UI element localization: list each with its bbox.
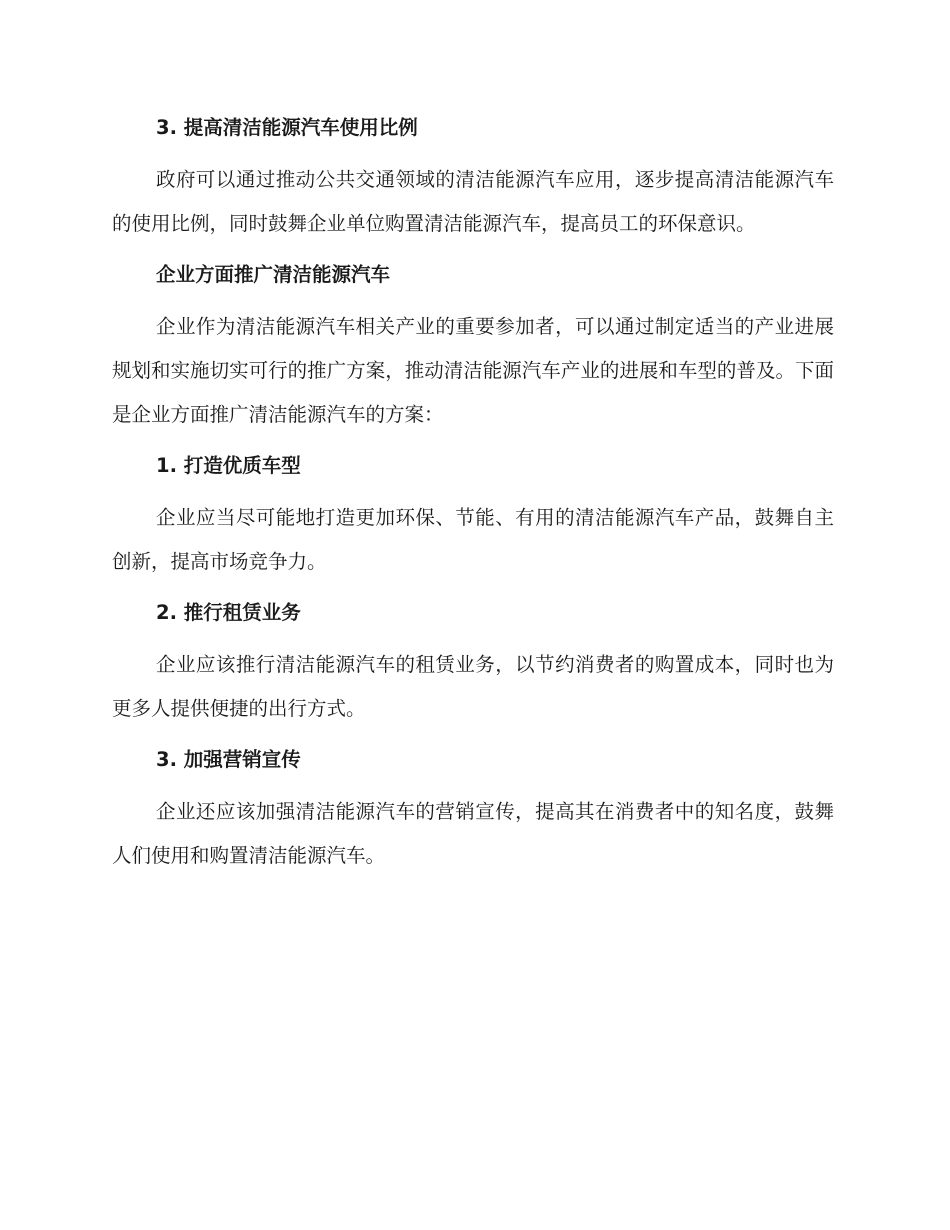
section-heading-leasing: 2. 推行租赁业务 [156, 601, 301, 624]
section-paragraph-marketing: 企业还应该加强清洁能源汽车的营销宣传，提高其在消费者中的知名度，鼓舞人们使用和购置清洁能源汽车。 [112, 800, 834, 867]
section-paragraph-quality-models: 企业应当尽可能地打造更加环保、节能、有用的清洁能源汽车产品，鼓舞自主创新，提高市场竞争力。 [112, 506, 834, 573]
section-heading-marketing: 3. 加强营销宣传 [156, 748, 301, 771]
section-heading-quality-models: 1. 打造优质车型 [156, 454, 301, 477]
document-body [112, 108, 834, 878]
section-paragraph-usage-ratio: 政府可以通过推动公共交通领域的清洁能源汽车应用，逐步提高清洁能源汽车的使用比例，同时鼓舞企业单位购置清洁能源汽车，提高员工的环保意识。 [112, 168, 834, 235]
section-heading-usage-ratio: 3. 提高清洁能源汽车使用比例 [156, 116, 418, 139]
section-paragraph-enterprise-promotion: 企业作为清洁能源汽车相关产业的重要参加者，可以通过制定适当的产业进展规划和实施切实可行的推广方案，推动清洁能源汽车产业的进展和车型的普及。下面是企业方面推广清洁能源汽车的方案： [112, 315, 834, 426]
section-heading-enterprise-promotion: 企业方面推广清洁能源汽车 [156, 263, 391, 286]
section-paragraph-leasing: 企业应该推行清洁能源汽车的租赁业务，以节约消费者的购置成本，同时也为更多人提供便捷的出行方式。 [112, 653, 834, 720]
